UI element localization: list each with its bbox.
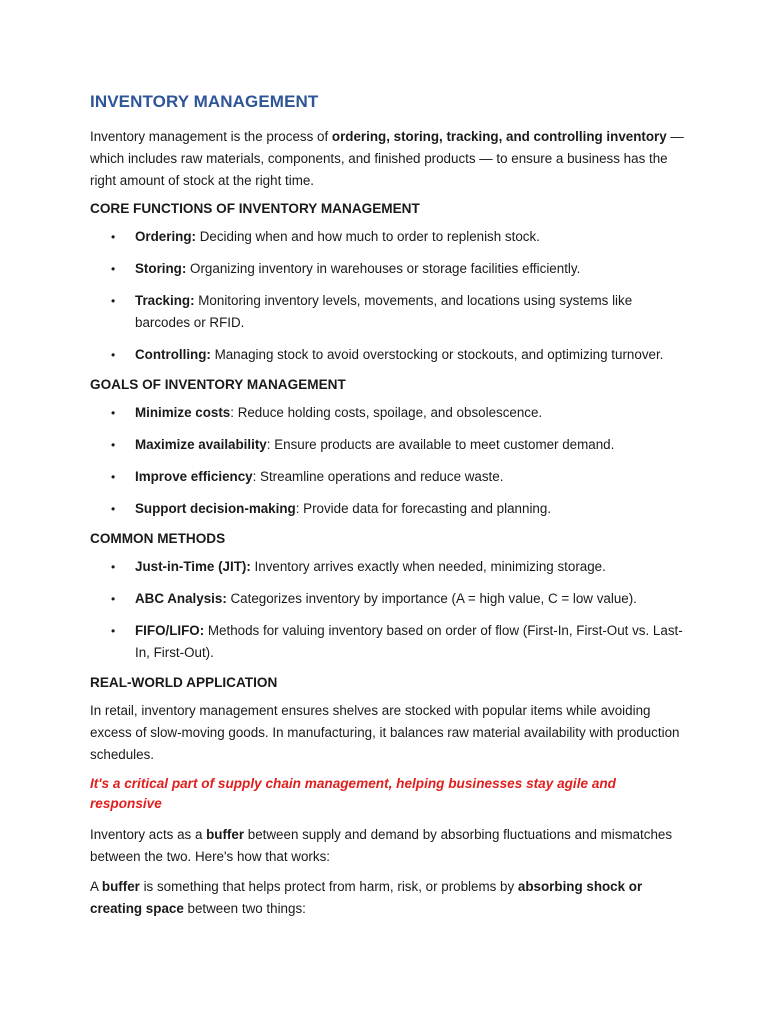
methods-list [90, 556, 684, 664]
core-functions-list [90, 226, 684, 366]
methods-heading: COMMON METHODS [90, 531, 226, 546]
buffer-bold: buffer [206, 827, 245, 842]
item-term: Ordering: [135, 229, 197, 244]
bullet-icon: • [111, 438, 116, 452]
list-item [90, 290, 684, 334]
intro-paragraph [90, 126, 684, 192]
intro-bold: ordering, storing, tracking, and controlling inventory [331, 129, 667, 144]
item-term: FIFO/LIFO: [135, 623, 205, 638]
buffer-def-bold1: buffer [101, 879, 140, 894]
list-item [90, 556, 684, 578]
item-text: Categorizes inventory by importance (A = high value, C = low value). [226, 591, 637, 606]
item-term: Just-in-Time (JIT): [135, 559, 251, 574]
list-item [90, 588, 684, 610]
callout-text: It's a critical part of supply chain management, helping businesses stay agile and responsive [90, 776, 616, 811]
item-term: Minimize costs [135, 405, 231, 420]
item-text: Organizing inventory in warehouses or storage facilities efficiently. [186, 261, 581, 276]
item-term: ABC Analysis: [135, 591, 227, 606]
intro-prefix: Inventory management is the process of [90, 129, 332, 144]
item-text: Monitoring inventory levels, movements, and locations using systems like barcodes or RFID. [135, 293, 633, 330]
bullet-icon: • [111, 294, 116, 308]
buffer-def-prefix: A [90, 879, 102, 894]
buffer-definition-paragraph [90, 876, 684, 920]
list-item [90, 258, 684, 280]
bullet-icon: • [111, 470, 116, 484]
goals-heading: GOALS OF INVENTORY MANAGEMENT [90, 377, 346, 392]
bullet-icon: • [111, 502, 116, 516]
bullet-icon: • [111, 262, 116, 276]
list-item [90, 344, 684, 366]
bullet-icon: • [111, 592, 116, 606]
intro-suffix: — which includes raw materials, components, and finished products — to ensure a business has the right amount of stock at the right time. [90, 129, 684, 188]
buffer-def-middle: is something that helps protect from harm, risk, or problems by [139, 879, 518, 894]
item-text: : Reduce holding costs, spoilage, and obsolescence. [230, 405, 543, 420]
core-functions-heading: CORE FUNCTIONS OF INVENTORY MANAGEMENT [90, 201, 420, 216]
bullet-icon: • [111, 624, 116, 638]
item-text: : Streamline operations and reduce waste. [252, 469, 504, 484]
item-text: Deciding when and how much to order to replenish stock. [196, 229, 540, 244]
item-text: Inventory arrives exactly when needed, minimizing storage. [250, 559, 606, 574]
item-text: Methods for valuing inventory based on order of flow (First-In, First-Out vs. Last-In, First-Out). [135, 623, 683, 660]
buffer-paragraph [90, 824, 684, 868]
buffer-prefix: Inventory acts as a [90, 827, 207, 842]
item-term: Controlling: [135, 347, 211, 362]
bullet-icon: • [111, 560, 116, 574]
item-term: Maximize availability [135, 437, 267, 452]
item-term: Improve efficiency [135, 469, 253, 484]
real-world-paragraph: In retail, inventory management ensures shelves are stocked with popular items while avoiding excess of slow-moving goods. In manufacturing, it balances raw material availability with production schedules. [90, 703, 680, 762]
list-item [90, 402, 684, 424]
goals-list [90, 402, 684, 520]
bullet-icon: • [111, 348, 116, 362]
list-item [90, 466, 684, 488]
buffer-def-suffix: between two things: [183, 901, 306, 916]
list-item [90, 498, 684, 520]
item-term: Storing: [135, 261, 187, 276]
item-text: : Ensure products are available to meet customer demand. [266, 437, 615, 452]
buffer-def-bold2: absorbing shock or creating space [90, 879, 643, 916]
list-item [90, 226, 684, 248]
real-world-heading: REAL-WORLD APPLICATION [90, 675, 278, 690]
item-text: : Provide data for forecasting and planning. [295, 501, 552, 516]
item-term: Support decision-making [135, 501, 296, 516]
item-text: Managing stock to avoid overstocking or stockouts, and optimizing turnover. [210, 347, 664, 362]
bullet-icon: • [111, 406, 116, 420]
list-item [90, 434, 684, 456]
buffer-suffix: between supply and demand by absorbing fluctuations and mismatches between the two. Here's how that works: [90, 827, 673, 864]
bullet-icon: • [111, 230, 116, 244]
document-title: INVENTORY MANAGEMENT [90, 92, 319, 111]
list-item [90, 620, 684, 664]
item-term: Tracking: [135, 293, 195, 308]
